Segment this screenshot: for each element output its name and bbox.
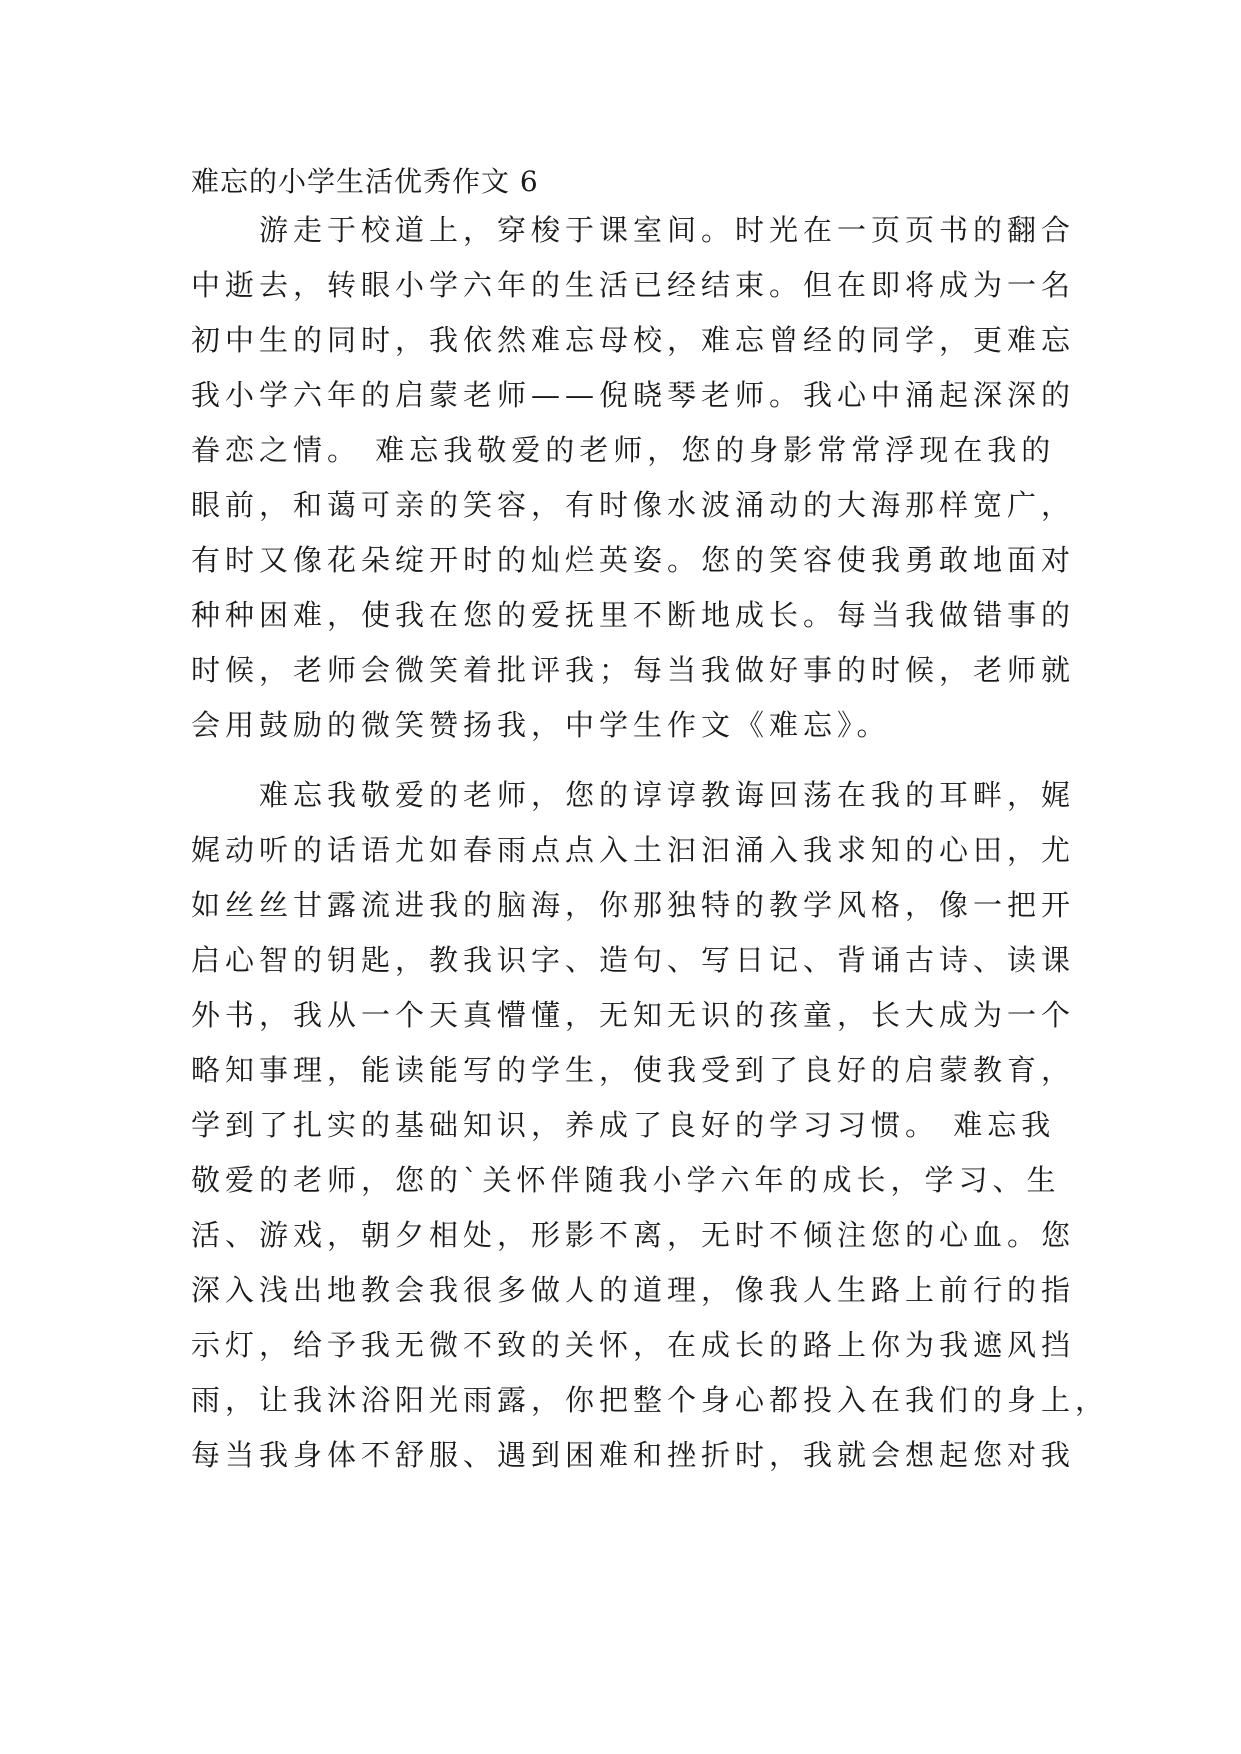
text-line: 雨，让我沐浴阳光雨露，你把整个身心都投入在我们的身上， bbox=[191, 1383, 1110, 1417]
text-line: 每当我身体不舒服、遇到困难和挫折时，我就会想起您对我 bbox=[191, 1438, 1076, 1472]
text-line: 中逝去，转眼小学六年的生活已经结束。但在即将成为一名 bbox=[191, 268, 1076, 302]
text-line: 种种困难，使我在您的爱抚里不断地成长。每当我做错事的 bbox=[191, 598, 1076, 632]
text-line: 有时又像花朵绽开时的灿烂英姿。您的笑容使我勇敢地面对 bbox=[191, 543, 1076, 577]
document-title: 难忘的小学生活优秀作文 6 bbox=[191, 165, 539, 198]
text-line: 深入浅出地教会我很多做人的道理，像我人生路上前行的指 bbox=[191, 1273, 1076, 1307]
text-line: 学到了扎实的基础知识，养成了良好的学习习惯。 难忘我 bbox=[191, 1108, 1056, 1142]
text-line: 启心智的钥匙，教我识字、造句、写日记、背诵古诗、读课 bbox=[191, 943, 1076, 977]
text-line: 会用鼓励的微笑赞扬我，中学生作文《难忘》。 bbox=[191, 708, 891, 742]
text-line: 眼前，和蔼可亲的笑容，有时像水波涌动的大海那样宽广， bbox=[191, 488, 1076, 522]
text-line: 示灯，给予我无微不致的关怀，在成长的路上你为我遮风挡 bbox=[191, 1328, 1076, 1362]
text-line: 眷恋之情。 难忘我敬爱的老师，您的身影常常浮现在我的 bbox=[191, 433, 1056, 467]
text-line: 游走于校道上，穿梭于课室间。时光在一页页书的翻合 bbox=[191, 213, 1076, 247]
text-line: 略知事理，能读能写的学生，使我受到了良好的启蒙教育， bbox=[191, 1053, 1076, 1087]
text-line: 时候，老师会微笑着批评我；每当我做好事的时候，老师就 bbox=[191, 653, 1076, 687]
text-line: 敬爱的老师，您的`关怀伴随我小学六年的成长，学习、生 bbox=[191, 1163, 1061, 1197]
text-line: 外书，我从一个天真懵懂，无知无识的孩童，长大成为一个 bbox=[191, 998, 1076, 1032]
text-line: 初中生的同时，我依然难忘母校，难忘曾经的同学，更难忘 bbox=[191, 323, 1076, 357]
text-line: 如丝丝甘露流进我的脑海，你那独特的教学风格，像一把开 bbox=[191, 888, 1076, 922]
text-line: 我小学六年的启蒙老师——倪晓琴老师。我心中涌起深深的 bbox=[191, 378, 1076, 412]
text-line: 活、游戏，朝夕相处，形影不离，无时不倾注您的心血。您 bbox=[191, 1218, 1076, 1252]
text-line: 娓动听的话语尤如春雨点点入土汩汩涌入我求知的心田，尤 bbox=[191, 833, 1076, 867]
text-line: 难忘我敬爱的老师，您的谆谆教诲回荡在我的耳畔，娓 bbox=[191, 778, 1076, 812]
